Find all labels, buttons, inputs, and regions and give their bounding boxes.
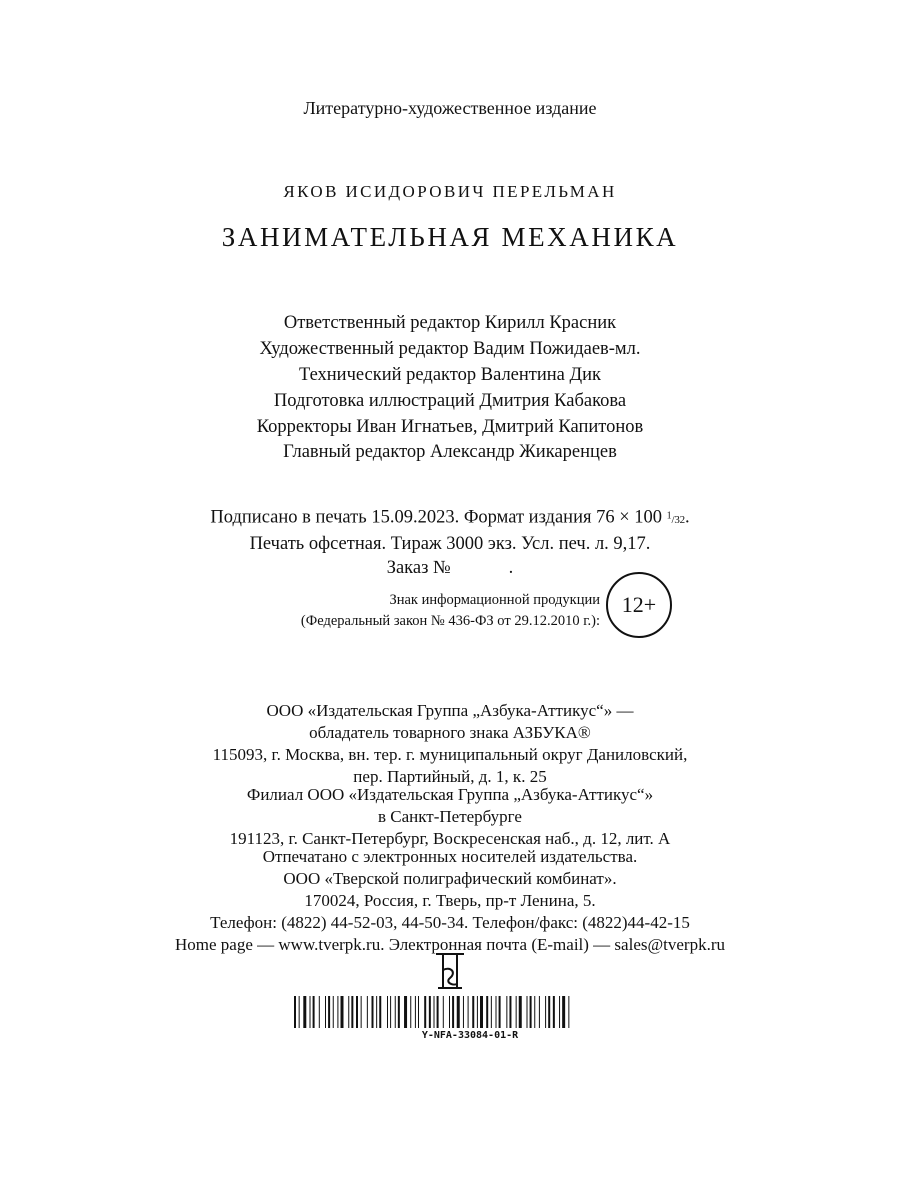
barcode-bar xyxy=(404,996,407,1028)
barcode-bar xyxy=(294,996,296,1028)
info-sign-line-2: (Федеральный закон № 436-ФЗ от 29.12.2010 г.): xyxy=(300,613,600,629)
printer-line: Home page — www.tverpk.ru. Электронная почта (E-mail) — sales@tverpk.ru xyxy=(175,935,725,954)
barcode-bar xyxy=(491,996,492,1028)
publisher-line: 115093, г. Москва, вн. тер. г. муниципальный округ Даниловский, xyxy=(212,745,688,764)
barcode-bar xyxy=(333,996,334,1028)
editorial-credits xyxy=(0,310,900,440)
barcode-bar xyxy=(356,996,358,1028)
barcode-bar xyxy=(443,996,444,1028)
barcode-bar xyxy=(499,996,501,1028)
barcode-bar xyxy=(468,996,469,1028)
barcode-bar xyxy=(545,996,546,1028)
barcode-bar xyxy=(534,996,535,1028)
credit-line: Художественный редактор Вадим Пожидаев-мл. xyxy=(259,339,641,359)
barcode-bar xyxy=(568,996,569,1028)
info-sign-text xyxy=(250,590,600,632)
barcode-bar xyxy=(379,996,381,1028)
printing-details xyxy=(0,504,900,580)
branch-line: Филиал ООО «Издательская Группа „Азбука-Аттикус“» xyxy=(246,785,654,804)
barcode-bar xyxy=(562,996,565,1028)
barcode-bar xyxy=(519,996,522,1028)
credit-line: Корректоры Иван Игнатьев, Дмитрий Капитонов xyxy=(256,417,644,437)
book-title: ЗАНИМАТЕЛЬНАЯ МЕХАНИКА xyxy=(221,222,679,252)
barcode-bar xyxy=(548,996,550,1028)
barcode-bar xyxy=(410,996,411,1028)
barcode-bar xyxy=(341,996,344,1028)
barcode-bar xyxy=(351,996,353,1028)
branch-info xyxy=(0,784,900,850)
barcode-bar xyxy=(539,996,540,1028)
printing-line-2: Печать офсетная. Тираж 3000 экз. Усл. печ. л. 9,17. xyxy=(249,533,651,554)
barcode-bar xyxy=(437,996,439,1028)
barcode-bar xyxy=(530,996,532,1028)
barcode-bar xyxy=(516,996,517,1028)
barcode-bar xyxy=(310,996,311,1028)
branch-line: 191123, г. Санкт-Петербург, Воскресенская наб., д. 12, лит. А xyxy=(229,829,671,848)
publisher-line: обладатель товарного знака АЗБУКА® xyxy=(309,723,591,742)
barcode-bar xyxy=(452,996,454,1028)
barcode-bar xyxy=(527,996,528,1028)
printing-line-1: Подписано в печать 15.09.2023. Формат издания 76 × 100 $^1$/32. xyxy=(210,507,690,528)
barcode-bar xyxy=(429,996,431,1028)
credit-line: Подготовка иллюстраций Дмитрия Кабакова xyxy=(273,391,627,411)
chief-editor: Главный редактор Александр Жикаренцев xyxy=(283,442,617,462)
barcode-bar xyxy=(398,996,400,1028)
branch-line: в Санкт-Петербурге xyxy=(378,807,522,826)
credit-line: Ответственный редактор Кирилл Красник xyxy=(283,313,617,333)
printer-line: ООО «Тверской полиграфический комбинат». xyxy=(283,869,617,888)
barcode-bar xyxy=(559,996,560,1028)
barcode-bar xyxy=(328,996,330,1028)
barcode-bar xyxy=(472,996,474,1028)
barcode-bar xyxy=(395,996,396,1028)
barcode-bar xyxy=(477,996,478,1028)
barcode-bar xyxy=(480,996,483,1028)
barcode-bar xyxy=(337,996,338,1028)
publisher-info xyxy=(0,700,900,788)
order-line: Заказ № . xyxy=(386,557,514,578)
barcode-bar xyxy=(486,996,488,1028)
barcode-bar xyxy=(367,996,368,1028)
genre-label: Литературно-художественное издание xyxy=(303,98,597,118)
barcode-bar xyxy=(319,996,320,1028)
barcode-bar xyxy=(553,996,555,1028)
barcode-bar xyxy=(348,996,349,1028)
credit-line: Технический редактор Валентина Дик xyxy=(298,365,602,385)
barcode-bar xyxy=(361,996,362,1028)
printer-info xyxy=(0,846,900,956)
barcode-bar xyxy=(313,996,315,1028)
barcode-bar xyxy=(299,996,300,1028)
barcode-bar xyxy=(496,996,497,1028)
barcode-bar xyxy=(506,996,507,1028)
printer-line: 170024, Россия, г. Тверь, пр-т Ленина, 5. xyxy=(304,891,596,910)
barcode-icon xyxy=(294,996,646,1028)
barcode-bar xyxy=(418,996,419,1028)
author-name: ЯКОВ ИСИДОРОВИЧ ПЕРЕЛЬМАН xyxy=(283,182,617,201)
format-fraction: $^1$/32 xyxy=(666,510,685,526)
printer-line: Отпечатано с электронных носителей издательства. xyxy=(262,847,638,866)
info-sign-line-1: Знак информационной продукции xyxy=(389,592,600,608)
barcode-bar xyxy=(303,996,306,1028)
publisher-line: пер. Партийный, д. 1, к. 25 xyxy=(353,767,547,786)
barcode-bar xyxy=(325,996,326,1028)
barcode-bar xyxy=(509,996,511,1028)
barcode-bar xyxy=(424,996,426,1028)
barcode-bar xyxy=(463,996,464,1028)
printing-date-format: Подписано в печать 15.09.2023. Формат издания 76 × 100 xyxy=(210,507,667,528)
printer-monogram-icon xyxy=(430,948,470,992)
barcode-bar xyxy=(457,996,460,1028)
barcode-label: Y-NFA-33084-01-R xyxy=(421,1030,519,1041)
barcode-bar xyxy=(390,996,391,1028)
barcode-bar xyxy=(434,996,435,1028)
barcode-bar xyxy=(376,996,377,1028)
printer-line: Телефон: (4822) 44-52-03, 44-50-34. Телефон/факс: (4822)44-42-15 xyxy=(210,913,690,932)
barcode-bar xyxy=(387,996,388,1028)
barcode-bar xyxy=(415,996,416,1028)
barcode-bar xyxy=(449,996,450,1028)
age-rating-badge: 12+ xyxy=(606,572,672,638)
publisher-line: ООО «Издательская Группа „Азбука-Аттикус“» — xyxy=(266,701,634,720)
order-label: Заказ № xyxy=(386,557,451,578)
barcode-bar xyxy=(372,996,374,1028)
